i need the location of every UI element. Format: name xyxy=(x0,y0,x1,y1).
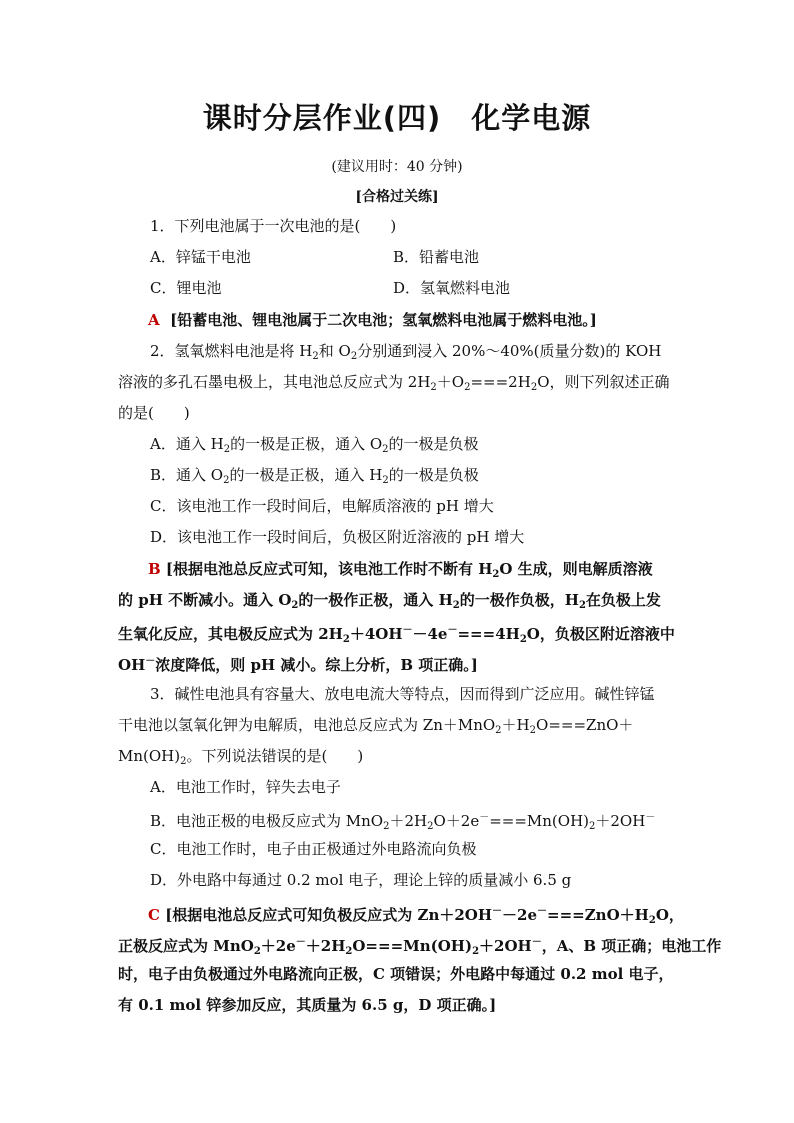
q3-explanation-line2: 正极反应式为 $MnO_2+2e^-+2H_2O===Mn(OH)_2+2OH^-$，A、B 项正确；电池工作 xyxy=(118,937,722,957)
q3-explanation-line4: 有 0.1 mol 锌参加反应，其质量为 6.5 g，D 项正确。] xyxy=(118,996,497,1014)
time-hint: (建议用时：40 分钟) xyxy=(331,159,463,175)
q2-answer-letter: B xyxy=(148,560,161,578)
q3-option-b: B．电池正极的电极反应式为 $MnO_2+2H_2O+2e^-===Mn(OH)_2+2OH^-$ xyxy=(150,812,656,832)
q3-option-d: D．外电路中每通过 0.2 mol 电子，理论上锌的质量减小 6.5 g xyxy=(150,871,572,889)
q3-option-c: C．电池工作时，电子由正极通过外电路流向负极 xyxy=(150,840,477,858)
q1-answer xyxy=(148,310,597,330)
q2-option-a: A．通入 $H_2$的一极是正极，通入 $O_2$的一极是负极 xyxy=(150,435,479,455)
q2-option-c: C．该电池工作一段时间后，电解质溶液的 pH 增大 xyxy=(150,497,494,515)
q2-stem-line2: 溶液的多孔石墨电极上，其电池总反应式为 $2H_2+O_2===2H_2O$，则下列叙述正确 xyxy=(118,373,670,393)
q1-option-b: B．铅蓄电池 xyxy=(393,248,480,266)
q2-explanation-line1: B [根据电池总反应式可知，该电池工作时不断有 $H_2O$ 生成，则电解质溶液 xyxy=(148,560,653,580)
q3-answer-letter: C xyxy=(148,906,160,924)
q2-explanation-line4: OH－浓度降低，则 pH 减小。综上分析，B 项正确。] xyxy=(118,656,478,674)
q2-stem-line3: 的是( ) xyxy=(118,404,190,422)
q3-option-a: A．电池工作时，锌失去电子 xyxy=(150,778,341,796)
q3-explanation-line3: 时，电子由负极通过外电路流向正极，C 项错误；外电路中每通过 0.2 mol 电子， xyxy=(118,965,674,983)
q3-stem-line1: 3．碱性电池具有容量大、放电电流大等特点，因而得到广泛应用。碱性锌锰 xyxy=(150,685,655,703)
q1-option-d: D．氢氧燃料电池 xyxy=(393,279,511,297)
q1-option-c: C．锂电池 xyxy=(150,279,222,297)
q2-stem-line1: 2．氢氧燃料电池是将 $H_2$和 $O_2$分别通到浸入 20%～40%(质量分数)的 KOH xyxy=(150,342,662,362)
q3-explanation-line1: C [根据电池总反应式可知负极反应式为 $Zn+2OH^--2e^-===ZnO+H_2O$， xyxy=(148,906,684,926)
q1-stem: 1．下列电池属于一次电池的是( ) xyxy=(150,217,397,235)
q3-stem-line3: $Mn(OH)_2$。下列说法错误的是( ) xyxy=(118,747,364,767)
q3-stem-line2: 干电池以氢氧化钾为电解质，电池总反应式为 $Zn+MnO_2+H_2O===ZnO+$ xyxy=(118,716,634,736)
section-label: [合格过关练] xyxy=(355,189,439,205)
q2-explanation-line3: 生氧化反应，其电极反应式为 $2H_2+4OH^--4e^-===4H_2O$，负极区附近溶液中 xyxy=(118,625,675,645)
q1-answer-letter: A xyxy=(148,311,160,329)
q2-explanation-line2: 的 pH 不断减小。通入 $O_2$的一极作正极，通入 $H_2$的一极作负极，$H_2$在负极上发 xyxy=(118,591,661,611)
page-title: 课时分层作业(四) 化学电源 xyxy=(202,101,592,135)
q2-option-b: B．通入 $O_2$的一极是正极，通入 $H_2$的一极是负极 xyxy=(150,466,479,486)
q1-option-a: A．锌锰干电池 xyxy=(150,248,251,266)
q2-option-d: D．该电池工作一段时间后，负极区附近溶液的 pH 增大 xyxy=(150,528,525,546)
q1-explanation: [铅蓄电池、锂电池属于二次电池；氢氧燃料电池属于燃料电池。] xyxy=(170,311,597,329)
